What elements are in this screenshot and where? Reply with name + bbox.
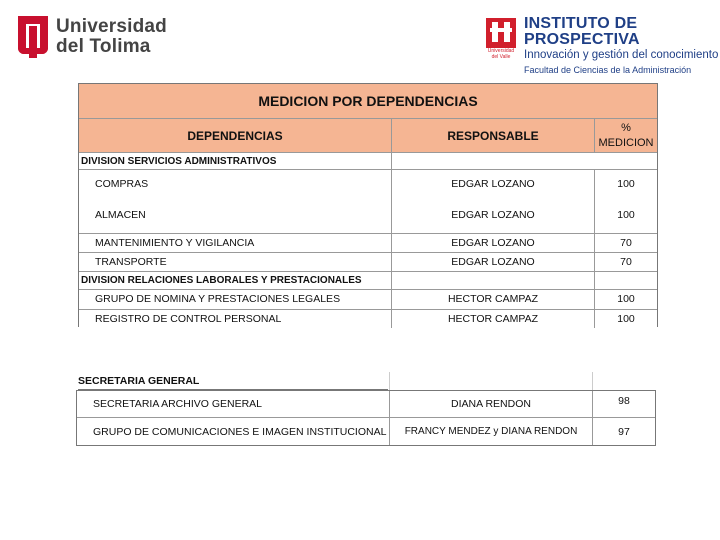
header-dependencias-cell	[79, 119, 391, 152]
instituto-subtitle: Innovación y gestión del conocimiento	[524, 49, 719, 61]
header-medicion: % MEDICION	[598, 121, 654, 149]
table-row-responsable: EDGAR LOZANO	[451, 237, 535, 249]
table-row-medicion: 100	[617, 178, 635, 190]
table-row-dependencia: SECRETARIA ARCHIVO GENERAL	[93, 398, 263, 410]
table-row-responsable: HECTOR CAMPAZ	[447, 313, 539, 325]
table-row-medicion: 70	[620, 256, 632, 268]
header-responsable-cell	[392, 119, 594, 152]
ut-logo-line1: Universidad	[56, 16, 167, 37]
instituto-prospectiva-logo	[484, 16, 720, 75]
table-row-responsable: DIANA RENDON	[451, 398, 531, 410]
medicion-table-lower	[76, 372, 658, 446]
header-medicion-cell	[595, 119, 657, 152]
medicion-table-upper	[78, 83, 658, 327]
table-row-medicion: 70	[620, 237, 632, 249]
header-dependencias: DEPENDENCIAS	[187, 128, 283, 143]
table-row-medicion: 100	[617, 293, 635, 305]
header-responsable: RESPONSABLE	[447, 128, 539, 143]
table-row-dependencia: MANTENIMIENTO Y VIGILANCIA	[95, 237, 255, 249]
table-row-dependencia: TRANSPORTE	[95, 256, 167, 268]
table-row-dependencia: GRUPO DE COMUNICACIONES E IMAGEN INSTITUCIONAL	[93, 425, 387, 438]
table-row-responsable: FRANCY MENDEZ y DIANA RENDON	[404, 426, 578, 437]
section-header: DIVISION RELACIONES LABORALES Y PRESTACIONALES	[81, 275, 362, 286]
crest-label-1: Universidad	[487, 48, 515, 54]
univalle-crest-icon	[484, 16, 518, 60]
table-row-dependencia: GRUPO DE NOMINA Y PRESTACIONES LEGALES	[95, 293, 341, 305]
ut-shield-icon	[18, 16, 48, 58]
table-row-dependencia: COMPRAS	[95, 178, 149, 190]
instituto-faculty: Facultad de Ciencias de la Administración	[524, 64, 692, 75]
table-title-cell	[79, 84, 657, 118]
section-header: SECRETARIA GENERAL	[78, 372, 388, 390]
table-row-medicion: 100	[617, 209, 635, 221]
universidad-del-tolima-logo	[18, 16, 167, 58]
table-row-medicion: 98	[618, 395, 630, 407]
instituto-title: INSTITUTO DE PROSPECTIVA	[524, 15, 640, 48]
crest-label-2: del Valle	[491, 54, 511, 60]
table-row-responsable: EDGAR LOZANO	[451, 256, 535, 268]
table-row-medicion: 100	[617, 313, 635, 325]
table-row-medicion: 97	[618, 425, 630, 438]
section-header: DIVISION SERVICIOS ADMINISTRATIVOS	[81, 155, 277, 167]
table-row-dependencia: ALMACEN	[95, 209, 146, 221]
table-row-responsable: HECTOR CAMPAZ	[447, 293, 539, 305]
ut-logo-line2: del Tolima	[56, 36, 151, 57]
table-row-responsable: EDGAR LOZANO	[451, 178, 535, 190]
table-title: MEDICION POR DEPENDENCIAS	[258, 93, 478, 109]
table-row-dependencia: REGISTRO DE CONTROL PERSONAL	[95, 313, 282, 325]
table-row-responsable: EDGAR LOZANO	[451, 209, 535, 221]
